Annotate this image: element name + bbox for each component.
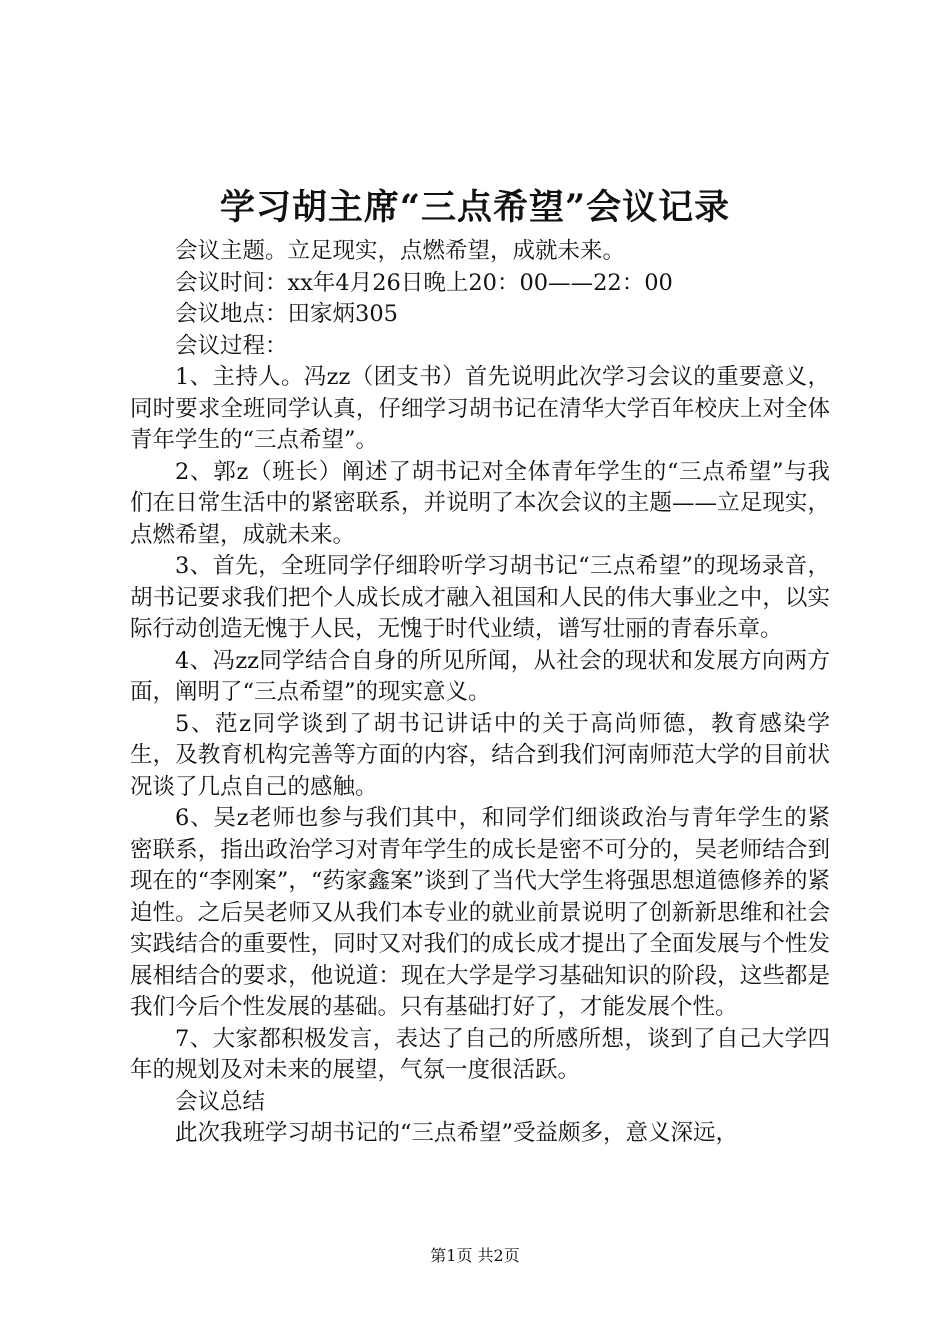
meeting-time: 会议时间：xx年4月26日晚上20：00——22：00 (175, 269, 673, 296)
meeting-process-heading: 会议过程： (175, 332, 288, 359)
process-item-2: 2、郭z（班长）阐述了胡书记对全体青年学生的“三点希望”与我们在日常生活中的紧密联系，并说明了本次会议的主题——立足现实，点燃希望，成就未来。 (130, 458, 830, 548)
page-number: 第1页 共2页 (430, 1246, 520, 1265)
meeting-location: 会议地点：田家炳305 (175, 301, 398, 327)
process-item-3: 3、首先，全班同学仔细聆听学习胡书记“三点希望”的现场录音，胡书记要求我们把个人成长成才融入祖国和人民的伟大事业之中，以实际行动创造无愧于人民，无愧于时代业绩，谱写壮丽的青春乐章。 (130, 553, 830, 642)
document-title: 学习胡主席“三点希望”会议记录 (219, 187, 731, 228)
meeting-summary-heading: 会议总结 (175, 1088, 266, 1115)
meeting-theme: 会议主题。立足现实，点燃希望，成就未来。 (175, 238, 626, 264)
process-item-5: 5、范z同学谈到了胡书记讲话中的关于高尚师德，教育感染学生，及教育机构完善等方面的内容，结合到我们河南师范大学的目前状况谈了几点自己的感触。 (130, 710, 830, 800)
process-item-7: 7、大家都积极发言，表达了自己的所感所想，谈到了自己大学四年的规划及对未来的展望，气氛一度很活跃。 (130, 1025, 830, 1083)
process-item-1: 1、主持人。冯zz（团支书）首先说明此次学习会议的重要意义，同时要求全班同学认真，仔细学习胡书记在清华大学百年校庆上对全体青年学生的“三点希望”。 (130, 364, 830, 453)
process-item-4: 4、冯zz同学结合自身的所见所闻，从社会的现状和发展方向两方面，阐明了“三点希望”的现实意义。 (130, 647, 830, 705)
document-body (130, 236, 830, 1150)
process-item-6: 6、吴z老师也参与我们其中，和同学们细谈政治与青年学生的紧密联系，指出政治学习对青年学生的成长是密不可分的，吴老师结合到现在的“李刚案”，“药家鑫案”谈到了当代大学生将强思想道德修养的紧迫性。之后吴老师又从我们本专业的就业前景说明了创新新思维和社会实践结合的重要性，同时又对我们的成长成才提出了全面发展与个性发展相结合的要求，他说道：现在大学是学习基础知识的阶段，这些都是我们今后个性发展的基础。只有基础打好了，才能发展个性。 (130, 805, 830, 1020)
meeting-summary-text: 此次我班学习胡书记的“三点希望”受益颇多，意义深远， (175, 1120, 739, 1146)
